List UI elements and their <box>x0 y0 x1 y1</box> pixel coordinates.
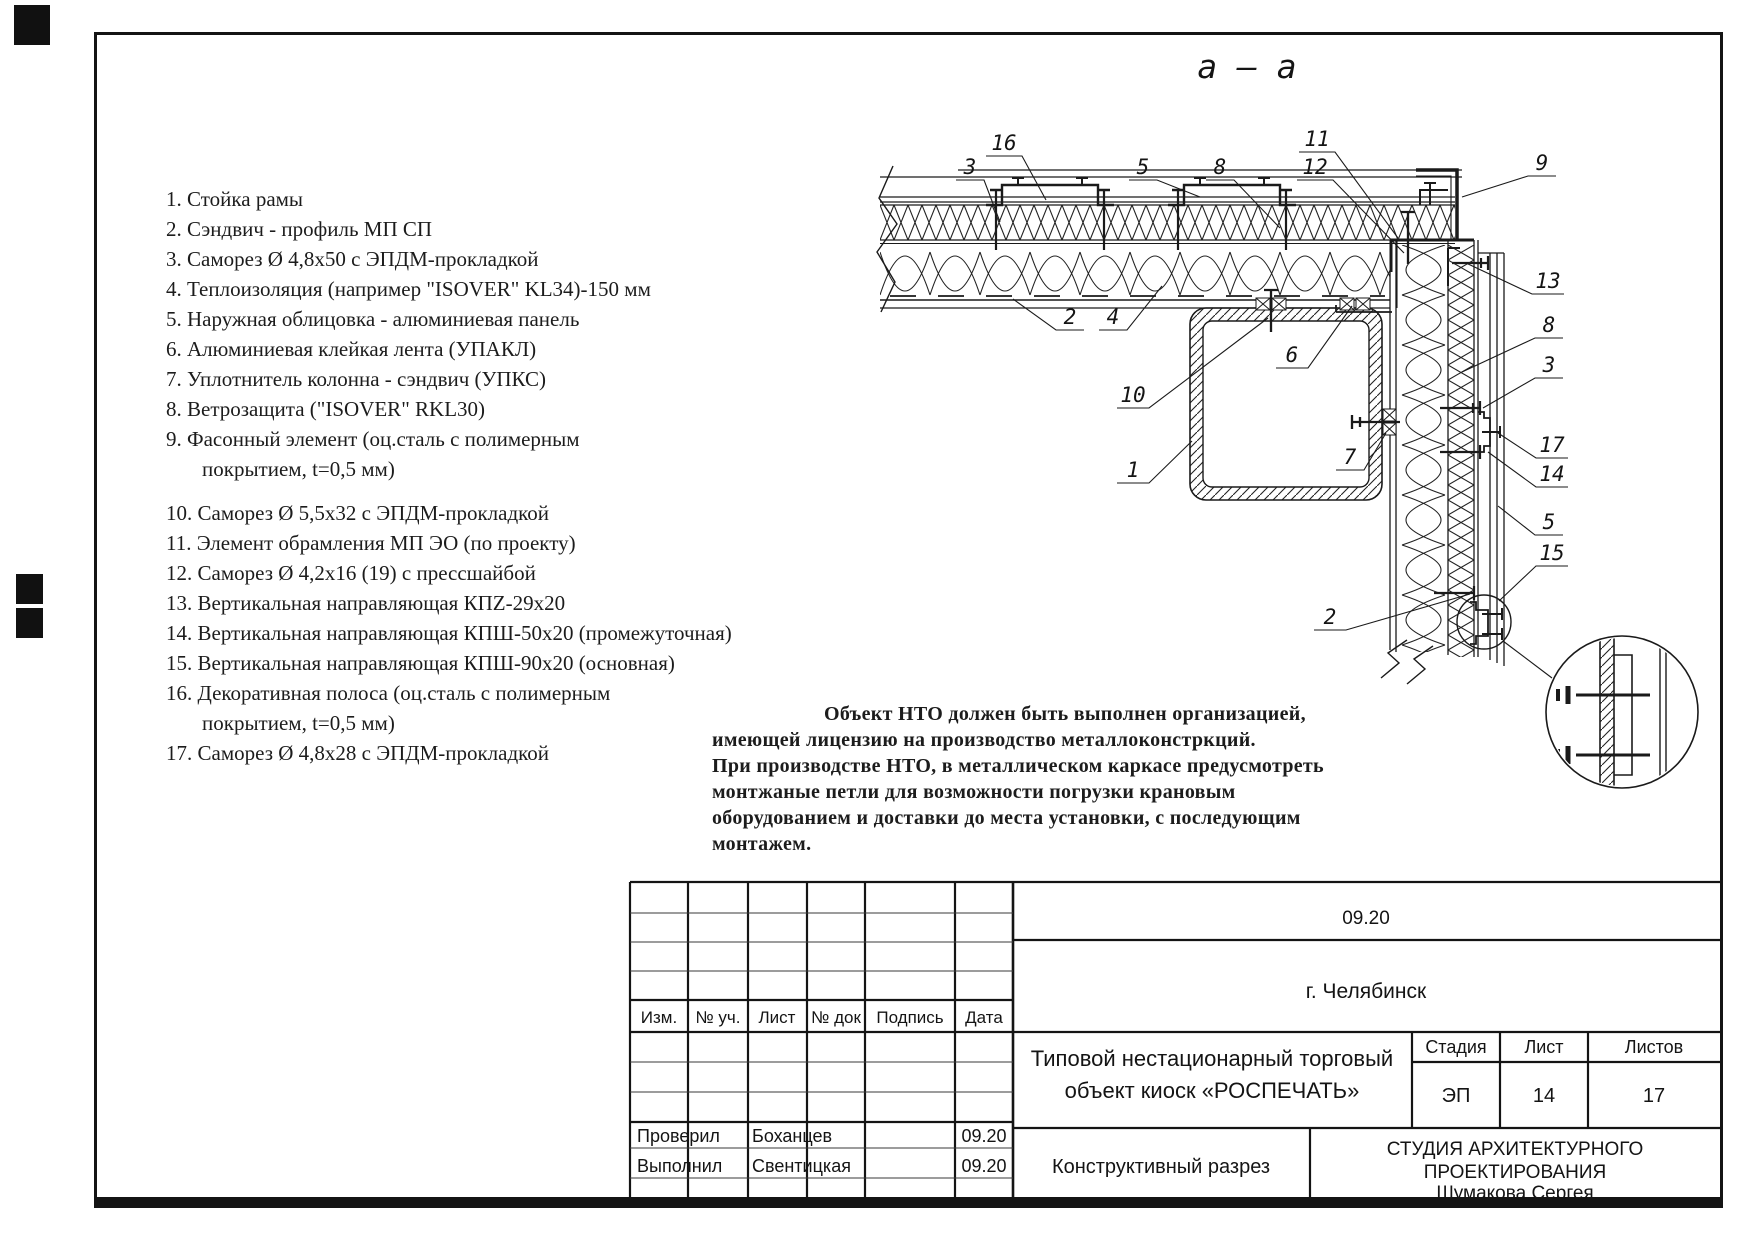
company-line3: Шумакова Сергея <box>1436 1183 1594 1204</box>
title-block <box>630 882 1721 1204</box>
callout-5: 5 <box>1136 155 1150 179</box>
callout-2b: 2 <box>1323 605 1337 629</box>
callout-8: 8 <box>1213 155 1227 179</box>
made-date: 09.20 <box>961 1156 1007 1176</box>
object-title-line1: Типовой нестационарный торговый <box>1030 1046 1394 1071</box>
col-uch: № уч. <box>695 1008 741 1027</box>
note-line: При производстве НТО, в металлическом каркасе предусмотреть <box>712 755 1324 777</box>
legend-item-2: 2. Сэндвич - профиль МП СП <box>166 217 433 241</box>
stage-label: Стадия <box>1425 1037 1487 1057</box>
callout-6: 6 <box>1285 343 1299 367</box>
edge-mark <box>16 574 43 604</box>
legend-item-14: 14. Вертикальная направляющая КПШ-50х20 (промежуточная) <box>166 621 732 645</box>
legend-item-1: 1. Стойка рамы <box>166 187 304 211</box>
legend-item-13: 13. Вертикальная направляющая КПZ-29х20 <box>166 591 566 615</box>
legend-item-6: 6. Алюминиевая клейкая лента (УПАКЛ) <box>166 337 537 361</box>
callout-1: 1 <box>1126 458 1140 482</box>
callout-5b: 5 <box>1542 510 1556 534</box>
stage-value: ЭП <box>1441 1085 1471 1107</box>
legend-item-4: 4. Теплоизоляция (например "ISOVER" KL34)-150 мм <box>166 277 651 301</box>
made-name: Свентицкая <box>752 1156 851 1176</box>
production-note <box>712 701 1324 857</box>
callout-2: 2 <box>1063 305 1077 329</box>
callout-16: 16 <box>991 131 1017 155</box>
object-title-line2: объект киоск «РОСПЕЧАТЬ» <box>1064 1078 1360 1103</box>
sheets-label: Листов <box>1624 1037 1684 1057</box>
callout-3b: 3 <box>1542 353 1556 377</box>
col-izm: Изм. <box>640 1008 678 1027</box>
company-line2: ПРОЕКТИРОВАНИЯ <box>1423 1162 1607 1183</box>
sheet-label: Лист <box>1524 1037 1564 1057</box>
callout-11: 11 <box>1304 127 1330 151</box>
col-dok: № док <box>811 1008 861 1027</box>
col-list: Лист <box>758 1008 796 1027</box>
callout-7: 7 <box>1343 445 1357 469</box>
made-role: Выполнил <box>637 1156 723 1176</box>
note-line: имеющей лицензию на производство металлоконстркций. <box>712 729 1256 751</box>
legend-item-7: 7. Уплотнитель колонна - сэндвич (УПКС) <box>166 367 547 391</box>
detail-view <box>1503 636 1698 790</box>
checked-name: Боханцев <box>752 1126 833 1146</box>
drawing-name: Конструктивный разрез <box>1051 1156 1271 1178</box>
legend-item-17: 17. Саморез Ø 4,8х28 с ЭПДМ-прокладкой <box>166 741 550 765</box>
legend-item-15: 15. Вертикальная направляющая КПШ-90х20 (основная) <box>166 651 675 675</box>
callout-8b: 8 <box>1542 313 1556 337</box>
horizontal-wall-assembly <box>877 166 1462 312</box>
legend-item-9: 9. Фасонный элемент (оц.сталь с полимерным <box>166 427 580 451</box>
city: г. Челябинск <box>1305 980 1427 1003</box>
legend-item-5: 5. Наружная облицовка - алюминиевая панель <box>166 307 580 331</box>
callout-12: 12 <box>1302 155 1328 179</box>
section-title: а – а <box>1197 47 1297 86</box>
legend-item-12: 12. Саморез Ø 4,2х16 (19) с прессшайбой <box>166 561 536 585</box>
legend-list <box>166 184 732 768</box>
callout-3: 3 <box>963 155 977 179</box>
corner-mark <box>14 5 50 45</box>
callout-10: 10 <box>1120 383 1146 407</box>
sheets-total: 17 <box>1642 1085 1666 1107</box>
note-line: монтжаные петли для возможности погрузки крановым <box>712 781 1236 803</box>
legend-item-16-cont: покрытием, t=0,5 мм) <box>202 711 395 735</box>
checked-date: 09.20 <box>961 1126 1007 1146</box>
legend-item-9-cont: покрытием, t=0,5 мм) <box>202 457 395 481</box>
col-data: Дата <box>965 1008 1003 1027</box>
callout-14: 14 <box>1539 462 1565 486</box>
sheet-number: 14 <box>1532 1085 1556 1107</box>
callout-15: 15 <box>1539 541 1565 565</box>
legend-item-10: 10. Саморез Ø 5,5х32 с ЭПДМ-прокладкой <box>166 501 550 525</box>
col-podpis: Подпись <box>876 1008 944 1027</box>
section-drawing <box>877 152 1698 790</box>
legend-item-11: 11. Элемент обрамления МП ЭО (по проекту) <box>166 531 576 555</box>
legend-item-16: 16. Декоративная полоса (оц.сталь с полимерным <box>166 681 611 705</box>
checked-role: Проверил <box>637 1126 720 1146</box>
column-tube <box>1190 308 1382 500</box>
callout-9: 9 <box>1535 151 1549 175</box>
company-line1: СТУДИЯ АРХИТЕКТУРНОГО <box>1386 1139 1644 1160</box>
callout-17: 17 <box>1539 433 1565 457</box>
edge-mark <box>16 608 43 638</box>
legend-item-8: 8. Ветрозащита ("ISOVER" RKL30) <box>166 397 486 421</box>
callout-4: 4 <box>1106 305 1120 329</box>
legend-item-3: 3. Саморез Ø 4,8х50 с ЭПДМ-прокладкой <box>166 247 539 271</box>
callout-13: 13 <box>1535 269 1561 293</box>
note-line: монтажем. <box>712 833 812 855</box>
note-line: оборудованием и доставки до места установки, с последующим <box>712 807 1301 829</box>
vertical-wall-assembly <box>1381 240 1504 684</box>
note-line: Объект НТО должен быть выполнен организацией, <box>824 703 1306 725</box>
doc-date: 09.20 <box>1342 908 1390 929</box>
legend-gap <box>166 484 732 498</box>
